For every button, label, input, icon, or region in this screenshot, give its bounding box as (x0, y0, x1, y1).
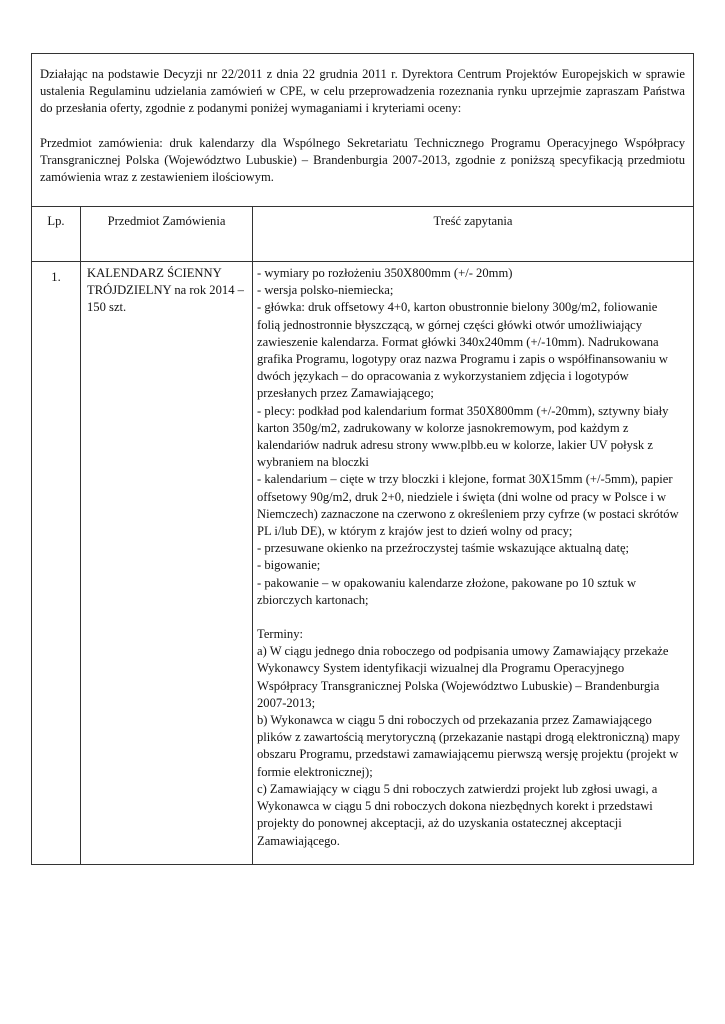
spec-line-back: - plecy: podkład pod kalendarium format 350X800mm (+/-20mm), sztywny biały karton 350g/m2, zadrukowany w kolorze jasnokremowym, pod każdym z kalendariów nadruk adresu strony www.plbb.eu w kolorze, lakier UV połysk z wybraniem na bloczki (257, 403, 669, 470)
header-lp: Lp. (32, 207, 81, 262)
spacer (257, 609, 683, 626)
row-content (253, 262, 694, 865)
table-row (32, 262, 694, 865)
spec-line-window: - przesuwane okienko na przeźroczystej taśmie wskazujące aktualną datę; (257, 541, 630, 556)
intro-paragraph-legal-basis: Działając na podstawie Decyzji nr 22/2011 z dnia 22 grudnia 2011 r. Dyrektora Centrum Projektów Europejskich w sprawie ustalenia Regulaminu udzielania zamówień w CPE, w celu przeprowadzenia rozeznania rynku uprzejmie zapraszam Państwa do przesłania oferty, zgodnie z podanymi poniżej wymaganiami i kryteriami oceny: (40, 67, 685, 116)
spec-line-version: - wersja polsko-niemiecka; (257, 283, 394, 298)
table-header-row (32, 207, 694, 262)
spec-line-packing: - pakowanie – w opakowaniu kalendarze złożone, pakowane po 10 sztuk w zbiorczych kartonach; (257, 575, 637, 607)
procurement-table (31, 53, 694, 865)
spec-line-dimensions: - wymiary po rozłożeniu 350X800mm (+/- 20mm) (257, 266, 513, 280)
spec-line-header: - główka: druk offsetowy 4+0, karton obustronnie bielony 300g/m2, foliowanie folią jednostronnie błyszczącą, w górnej części główki otwór umożliwiający zawieszenie kalendarza. Format główki 340x240mm (+/-10mm). Nadrukowana grafika Programu, logotypy oraz nazwa Programu i zapis o współfinansowaniu w dwóch językach – do opracowania z wykorzystaniem zdjęcia i logotypów przesłanych przez Zamawiającego; (257, 300, 668, 401)
spec-line-calendarium: - kalendarium – cięte w trzy bloczki i klejone, format 30X15mm (+/-5mm), papier offsetowy 90g/m2, druk 2+0, niedziele i święta (dni wolne od pracy w Polsce i w Niemczech) zaznaczone na czerwono z określeniem przy cyfrze (w postaci skrótów PL i/lub DE), w którym z krajów jest to dzień wolny od pracy; (257, 472, 679, 539)
row-number: 1. (32, 262, 81, 865)
spec-line-creasing: - bigowanie; (257, 558, 321, 573)
terms-line-b: b) Wykonawca w ciągu 5 dni roboczych od przekazania przez Zamawiającego plików z zawartością merytoryczną (przekazanie nastąpi drogą elektroniczną) mapy obszaru Programu, przedstawi zamawiającemu pierwszą wersję projektu (projekt w formie elektronicznej); (257, 713, 681, 779)
terms-line-a: a) W ciągu jednego dnia roboczego od podpisania umowy Zamawiający przekaże Wykonawcy System identyfikacji wizualnej dla Programu Operacyjnego Współpracy Transgranicznej Polska (Województwo Lubuskie) – Brandenburgia 2007-2013; (257, 644, 669, 710)
intro-cell (32, 54, 694, 207)
intro-paragraph-subject: Przedmiot zamówienia: druk kalendarzy dla Wspólnego Sekretariatu Technicznego Programu Operacyjnego Współpracy Transgranicznej Polska (Województwo Lubuskie) – Brandenburgia 2007-2013, zgodnie z poniższą specyfikacją przedmiotu zamówienia wraz z zestawieniem ilościowym. (40, 135, 685, 185)
header-item: Przedmiot Zamówienia (81, 207, 253, 262)
header-content: Treść zapytania (253, 207, 694, 262)
terms-line-c: c) Zamawiający w ciągu 5 dni roboczych zatwierdzi projekt lub zgłosi uwagi, a Wykonawca w ciągu 5 dni roboczych dokona niezbędnych korekt i przedstawi projekty do ponownej akceptacji, aż do uzyskania ostatecznej akceptacji Zamawiającego. (257, 781, 658, 848)
terms-title: Terminy: (257, 627, 303, 642)
row-item: KALENDARZ ŚCIENNY TRÓJDZIELNY na rok 2014 – 150 szt. (81, 262, 253, 865)
